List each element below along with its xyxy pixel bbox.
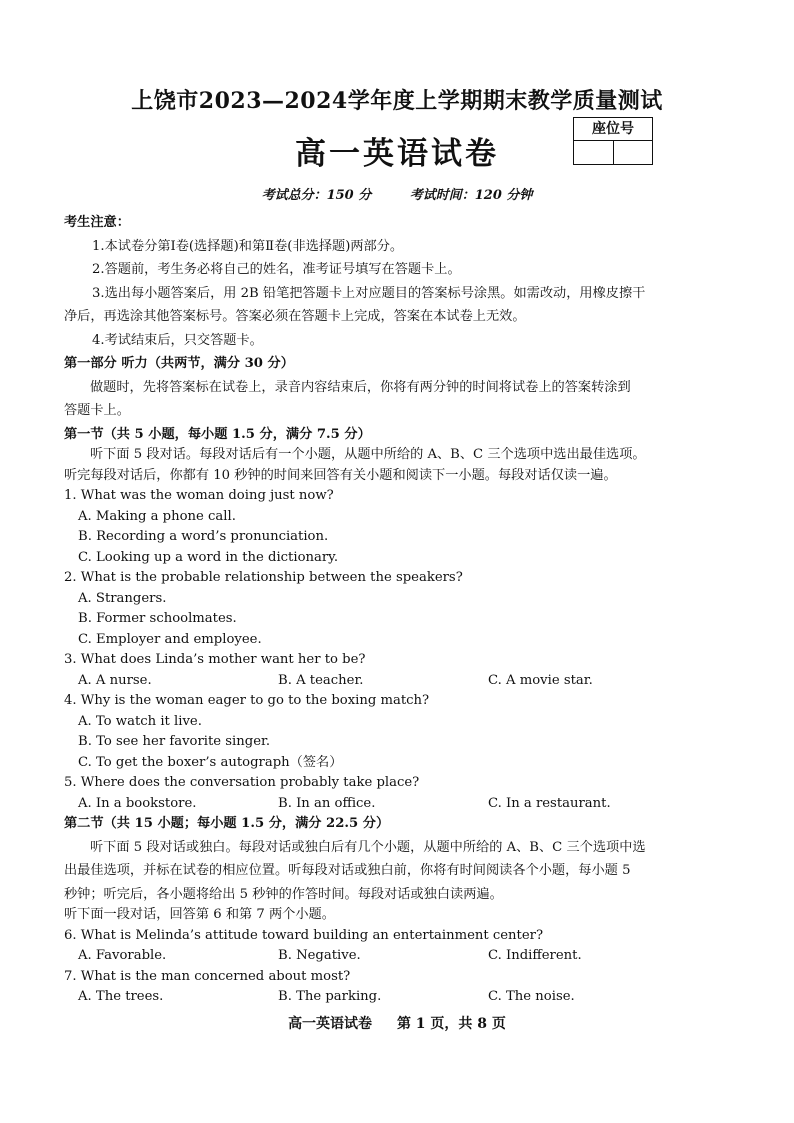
part1-heading: 第一部分 听力（共两节，满分 30 分） [64,356,294,371]
question-2-option-a: A. Strangers. [78,590,167,606]
page-footer [0,1013,794,1033]
seat-number-cell [574,141,613,164]
section1-heading: 第一节（共 5 小题，每小题 1.5 分，满分 7.5 分） [64,426,371,442]
notice-heading: 考生注意： [64,215,130,230]
seat-number-box [573,117,653,165]
question-5-option-c: C. In a restaurant. [488,795,611,811]
question-1-option-a: A. Making a phone call. [78,508,236,524]
total-score: 考试总分：150 分 [261,188,372,203]
question-7-option-b: B. The parking. [278,989,382,1004]
notice-item: 2.答题前，考生务必将自己的姓名，准考证号填写在答题卡上。 [92,262,461,277]
notice-item: 4.考试结束后，只交答题卡。 [92,332,263,348]
exam-content [64,213,726,1008]
question-5-option-a: A. In a bookstore. [78,795,197,811]
section2-heading: 第二节（共 15 小题；每小题 1.5 分，满分 22.5 分） [64,816,390,831]
question-3-option-a: A. A nurse. [78,672,152,688]
part1-instruction: 答题卡上。 [64,403,130,418]
question-4-option-c: C. To get the boxer’s autograph（签名） [78,754,343,770]
question-5-options [64,794,726,815]
question-7: 7. What is the man concerned about most? [64,968,351,984]
footer-page-info: 第 1 页，共 8 页 [396,1016,506,1032]
question-6: 6. What is Melinda’s attitude toward building an entertainment center? [64,927,544,943]
exam-info [0,184,794,203]
question-6-options [64,946,726,967]
question-6-option-b: B. Negative. [278,948,361,963]
exam-title: 高一英语试卷 [295,136,499,172]
question-5-option-b: B. In an office. [278,795,376,811]
question-7-option-c: C. The noise. [488,989,575,1004]
question-1-option-b: B. Recording a word’s pronunciation. [78,529,329,544]
exam-header-title: 上饶市2023—2024学年度上学期期末教学质量测试 [131,88,663,114]
question-7-option-a: A. The trees. [78,989,164,1004]
question-4-option-b: B. To see her favorite singer. [78,734,271,749]
seat-number-label: 座位号 [574,118,652,141]
question-3-option-b: B. A teacher. [278,672,364,688]
question-2-option-b: B. Former schoolmates. [78,611,237,626]
section2-instruction: 听下面一段对话，回答第 6 和第 7 两个小题。 [64,907,335,922]
question-1-option-c: C. Looking up a word in the dictionary. [78,549,339,565]
section2-instruction: 听下面 5 段对话或独白。每段对话或独白后有几个小题，从题中所给的 A、B、C 三个选项中选 [90,839,646,855]
question-3-options [64,671,726,692]
question-2: 2. What is the probable relationship between the speakers? [64,570,463,585]
question-1: 1. What was the woman doing just now? [64,488,334,503]
question-4-option-a: A. To watch it live. [78,713,202,729]
question-4: 4. Why is the woman eager to go to the boxing match? [64,693,430,708]
part1-instruction: 做题时，先将答案标在试卷上，录音内容结束后，你将有两分钟的时间将试卷上的答案转涂到 [90,379,631,395]
section1-instruction: 听完每段对话后，你都有 10 秒钟的时间来回答有关小题和阅读下一小题。每段对话仅读一遍。 [64,467,617,483]
question-3-option-c: C. A movie star. [488,672,593,688]
section2-instruction: 出最佳选项，并标在试卷的相应位置。听每段对话或独白前，你将有时间阅读各个小题，每小题 5 [64,863,631,878]
notice-item: 1.本试卷分第Ⅰ卷(选择题)和第Ⅱ卷(非选择题)两部分。 [92,238,404,254]
question-7-options [64,987,726,1008]
footer-exam-name: 高一英语试卷 [288,1016,373,1032]
notice-item-continuation: 净后，再选涂其他答案标号。答案必须在答题卡上完成，答案在本试卷上无效。 [64,309,526,324]
seat-number-cell [613,141,653,164]
question-3: 3. What does Linda’s mother want her to be? [64,652,366,667]
question-2-option-c: C. Employer and employee. [78,631,262,647]
question-6-option-a: A. Favorable. [78,948,167,963]
seat-number-cells [574,141,652,164]
exam-time: 考试时间：120 分钟 [409,188,533,203]
section2-instruction: 秒钟；听完后，各小题将给出 5 秒钟的作答时间。每段对话或独白读两遍。 [64,886,503,902]
question-5: 5. Where does the conversation probably take place? [64,775,420,790]
question-6-option-c: C. Indifferent. [488,948,582,963]
section1-instruction: 听下面 5 段对话。每段对话后有一个小题，从题中所给的 A、B、C 三个选项中选出最佳选项。 [90,447,646,462]
notice-item: 3.选出每小题答案后，用 2B 铅笔把答题卡上对应题目的答案标号涂黑。如需改动，用橡皮擦干 [92,285,646,301]
